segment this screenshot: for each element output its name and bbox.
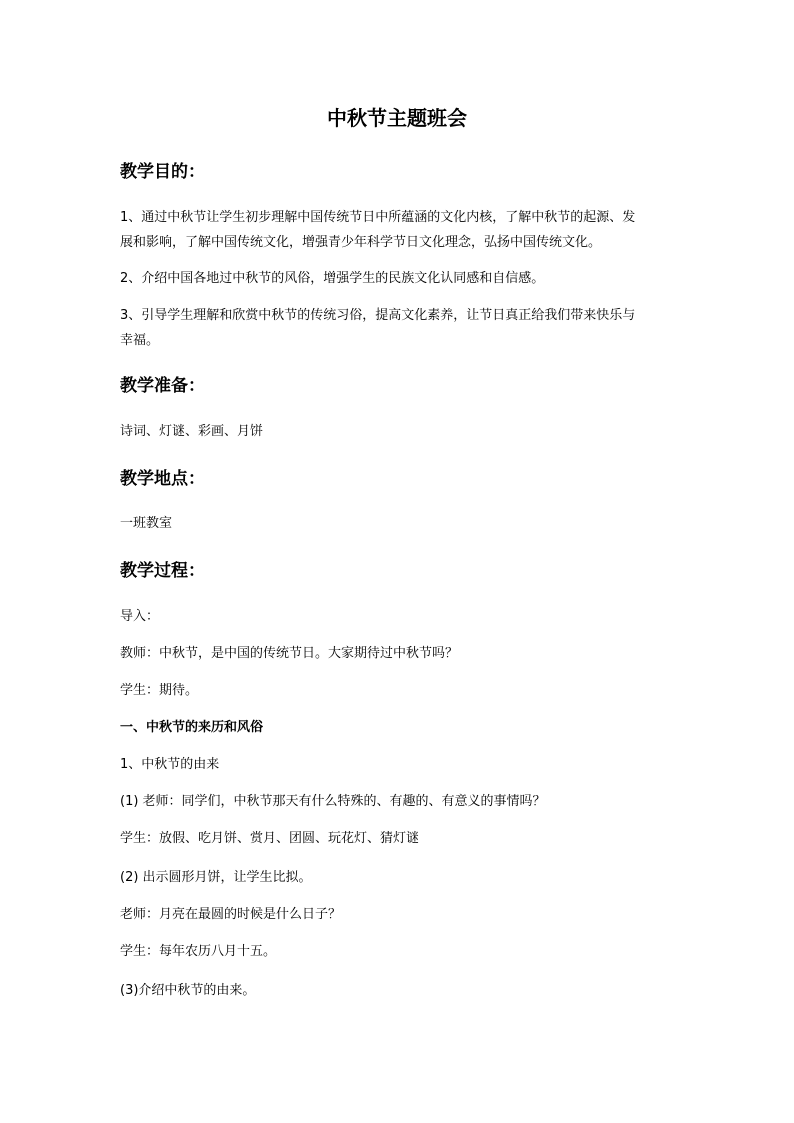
intro-teacher: 教师：中秋节，是中国的传统节日。大家期待过中秋节吗？ — [120, 646, 459, 661]
answer-1: 学生：放假、吃月饼、赏月、团圆、玩花灯、猜灯谜 — [120, 831, 420, 846]
part-1-heading: 一、中秋节的来历和风俗 — [120, 720, 264, 735]
prep-heading: 教学准备： — [120, 376, 205, 396]
answer-2: 学生：每年农历八月十五。 — [120, 944, 277, 959]
goal-1-line-2: 展和影响，了解中国传统文化，增强青少年科学节日文化理念，弘扬中国传统文化。 — [120, 235, 602, 250]
part-1-subheading: 1、中秋节的由来 — [120, 757, 220, 772]
goal-3-line-2: 幸福。 — [120, 333, 160, 348]
goal-1-line-1: 1、通过中秋节让学生初步理解中国传统节日中所蕴涵的文化内核，了解中秋节的起源、发 — [120, 210, 636, 225]
place-heading: 教学地点： — [120, 469, 205, 489]
goals-heading: 教学目的： — [120, 162, 205, 182]
process-heading: 教学过程： — [120, 561, 205, 581]
goal-2: 2、介绍中国各地过中秋节的风俗，增强学生的民族文化认同感和自信感。 — [120, 271, 545, 286]
goal-3-line-1: 3、引导学生理解和欣赏中秋节的传统习俗，提高文化素养，让节日真正给我们带来快乐与 — [120, 308, 636, 323]
intro-student: 学生：期待。 — [120, 683, 199, 698]
question-1: (1) 老师：同学们，中秋节那天有什么特殊的、有趣的、有意义的事情吗？ — [120, 794, 546, 809]
place-text: 一班教室 — [120, 516, 173, 531]
document-title: 中秋节主题班会 — [327, 106, 467, 130]
prep-text: 诗词、灯谜、彩画、月饼 — [120, 424, 264, 439]
intro-label: 导入： — [120, 609, 160, 624]
question-2-teacher: 老师：月亮在最圆的时候是什么日子？ — [120, 907, 342, 922]
question-3: (3)介绍中秋节的由来。 — [120, 983, 256, 998]
question-2: (2) 出示圆形月饼，让学生比拟。 — [120, 870, 312, 885]
